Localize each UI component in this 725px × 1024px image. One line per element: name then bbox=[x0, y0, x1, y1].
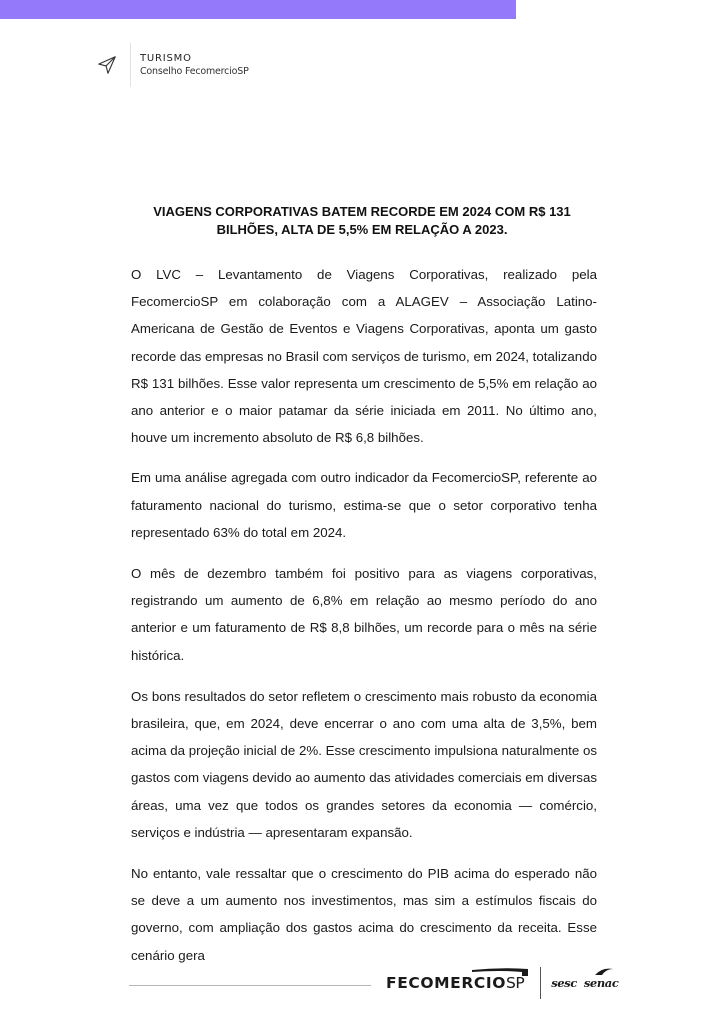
top-accent-bar bbox=[0, 0, 516, 19]
article-body bbox=[131, 261, 597, 983]
footer-divider-line bbox=[129, 985, 371, 986]
fecomercio-logo-suffix: SP bbox=[506, 974, 525, 992]
brand-divider bbox=[130, 43, 131, 87]
logo-divider bbox=[540, 967, 541, 999]
brand-title: TURISMO bbox=[140, 53, 192, 64]
fecomercio-logo bbox=[386, 974, 524, 992]
paper-plane-icon bbox=[96, 54, 118, 76]
sesc-logo: sesc bbox=[551, 976, 577, 990]
article-paragraph: O mês de dezembro também foi positivo para as viagens corporativas, registrando um aumento de 6,8% em relação ao mesmo período do ano anterior e um faturamento de R$ 8,8 bilhões, um recorde para o mês na série histórica. bbox=[131, 566, 597, 663]
footer-logos bbox=[386, 963, 618, 1003]
brand-text bbox=[140, 52, 249, 78]
article-paragraph: O LVC – Levantamento de Viagens Corporativas, realizado pela FecomercioSP em colaboração com a ALAGEV – Associação Latino-Americana de Gestão de Eventos e Viagens Corporativas, aponta um gasto recorde das empresas no Brasil com serviços de turismo, em 2024, totalizando R$ 131 bilhões. Esse valor representa um crescimento de 5,5% em relação ao ano anterior e o maior patamar da série iniciada em 2011. No último ano, houve um incremento absoluto de R$ 6,8 bilhões. bbox=[131, 267, 597, 446]
article-headline: VIAGENS CORPORATIVAS BATEM RECORDE EM 2024 COM R$ 131 BILHÕES, ALTA DE 5,5% EM RELAÇÃO A 2023. bbox=[153, 204, 571, 237]
article-paragraph: No entanto, vale ressaltar que o crescimento do PIB acima do esperado não se deve a um aumento nos investimentos, mas sim a estímulos fiscais do governo, com ampliação dos gastos acima do crescimento da receita. Esse cenário gera bbox=[131, 866, 597, 963]
brand-subtitle: Conselho FecomercioSP bbox=[140, 66, 249, 77]
fecomercio-swoosh-icon bbox=[470, 967, 530, 977]
fecomercio-logo-main: FECOMERCIO bbox=[386, 974, 506, 992]
article-paragraph: Em uma análise agregada com outro indicador da FecomercioSP, referente ao faturamento nacional do turismo, estima-se que o setor corporativo tenha representado 63% do total em 2024. bbox=[131, 470, 597, 540]
article-paragraph: Os bons resultados do setor refletem o crescimento mais robusto da economia brasileira, que, em 2024, deve encerrar o ano com uma alta de 3,5%, bem acima da projeção inicial de 2%. Esse crescimento impulsiona naturalmente os gastos com viagens devido ao aumento das atividades comerciais em diversas áreas, uma vez que todos os grandes setores da economia — comércio, serviços e indústria — apresentaram expansão. bbox=[131, 688, 597, 840]
senac-logo-text: senac bbox=[583, 976, 619, 990]
senac-wave-icon bbox=[594, 967, 614, 976]
header-brand bbox=[96, 42, 249, 88]
senac-logo bbox=[584, 976, 619, 990]
